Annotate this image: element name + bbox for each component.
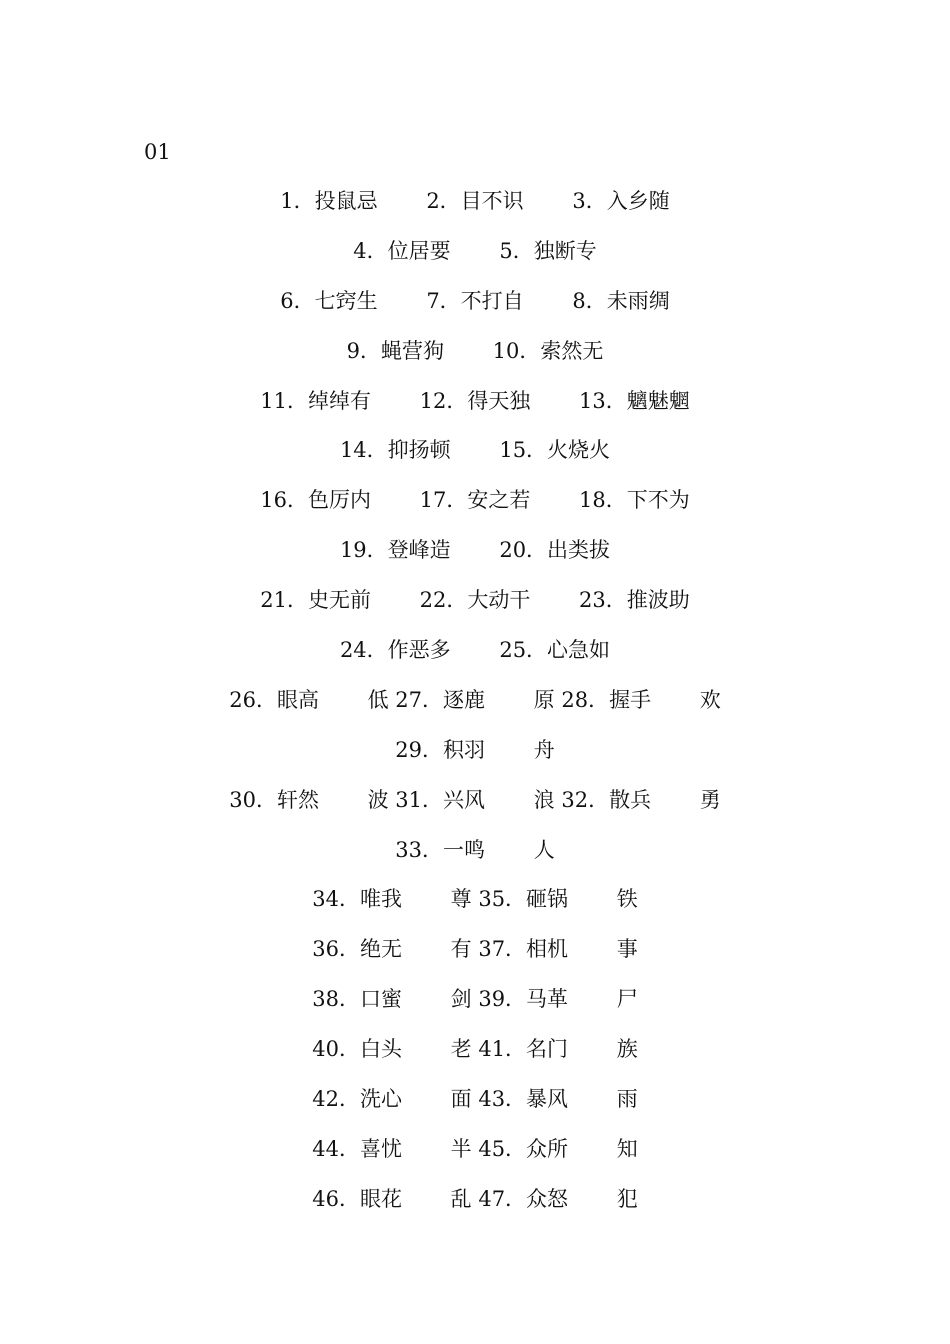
idiom-exercise-list bbox=[0, 184, 950, 1232]
exercise-line: 16．色厉内 17．安之若 18．下不为 bbox=[260, 488, 690, 513]
exercise-line: 40．白头 老 41．名门 族 bbox=[312, 1037, 638, 1062]
exercise-line: 14．抑扬顿 15．火烧火 bbox=[339, 438, 611, 463]
exercise-line: 24．作恶多 25．心急如 bbox=[339, 638, 611, 663]
exercise-line: 44．喜忧 半 45．众所 知 bbox=[312, 1136, 638, 1161]
exercise-line: 42．洗心 面 43．暴风 雨 bbox=[312, 1087, 638, 1112]
exercise-line: 46．眼花 乱 47．众怒 犯 bbox=[312, 1186, 638, 1211]
exercise-line: 1．投鼠忌 2．目不识 3．入乡随 bbox=[280, 189, 670, 213]
exercise-line: 36．绝无 有 37．相机 事 bbox=[312, 937, 638, 962]
exercise-line: 30．轩然 波 31．兴风 浪 32．散兵 勇 bbox=[229, 787, 721, 812]
exercise-line: 4．位居要 5．独断专 bbox=[353, 238, 597, 263]
exercise-line: 26．眼高 低 27．逐鹿 原 28．握手 欢 bbox=[229, 687, 721, 712]
exercise-line: 6．七窍生 7．不打自 8．未雨绸 bbox=[280, 288, 670, 313]
exercise-line: 11．绰绰有 12．得天独 13．魑魅魍 bbox=[260, 388, 690, 413]
exercise-line: 21．史无前 22．大动干 23．推波助 bbox=[260, 588, 690, 613]
exercise-line: 38．口蜜 剑 39．马革 尸 bbox=[312, 987, 638, 1012]
exercise-line: 33．一鸣 人 bbox=[395, 837, 555, 862]
page-number: 01 bbox=[144, 140, 171, 164]
exercise-line: 29．积羽 舟 bbox=[395, 737, 555, 762]
exercise-line: 19．登峰造 20．出类拔 bbox=[339, 538, 611, 563]
exercise-line: 9．蝇营狗 10．索然无 bbox=[346, 338, 604, 363]
exercise-line: 34．唯我 尊 35．砸锅 铁 bbox=[312, 887, 638, 912]
